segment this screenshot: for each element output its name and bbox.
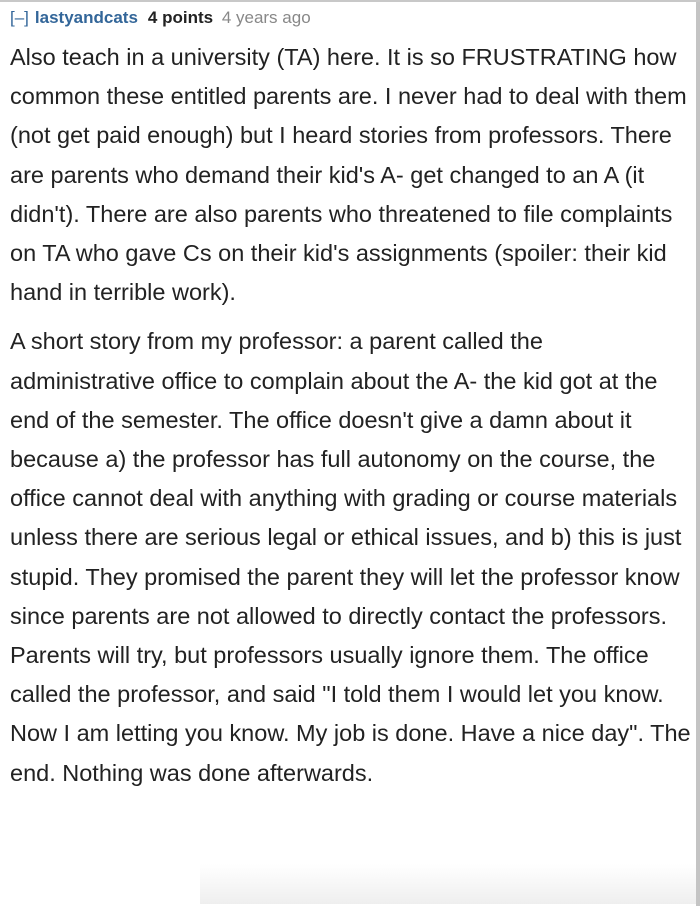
author-link[interactable]: lastyandcats [34, 8, 138, 27]
comment-paragraph-2: A short story from my professor: a parent called the administrative office to complain about the A- the kid got at the end of the semester. The office doesn't give a damn about it because a) the professor has full autonomy on the course, the office cannot deal with anything with grading or course materials unless there are serious legal or ethical issues, and b) this is just stupid. They promised the parent they will let the professor know since parents are not allowed to directly contact the professors. Parents will try, but professors usually ignore them. The office called the professor, and said "I told them I would let you know. Now I am letting you know. My job is done. Have a nice day". The end. Nothing was done afterwards. [10, 328, 691, 786]
comment-tagline [10, 6, 311, 30]
collapse-toggle[interactable]: [–] [10, 8, 29, 27]
comment-paragraph-1: Also teach in a university (TA) here. It is so FRUSTRATING how common these entitled parents are. I never had to deal with them (not get paid enough) but I heard stories from professors. There are parents who demand their kid's A- get changed to an A (it didn't). There are also parents who threatened to file complaints on TA who gave Cs on their kid's assignments (spoiler: their kid hand in terrible work). [10, 44, 687, 306]
timestamp: 4 years ago [221, 8, 311, 27]
score: 4 points [147, 8, 214, 27]
right-border [696, 2, 700, 906]
bottom-shadow [200, 864, 696, 904]
comment-body [10, 38, 694, 793]
